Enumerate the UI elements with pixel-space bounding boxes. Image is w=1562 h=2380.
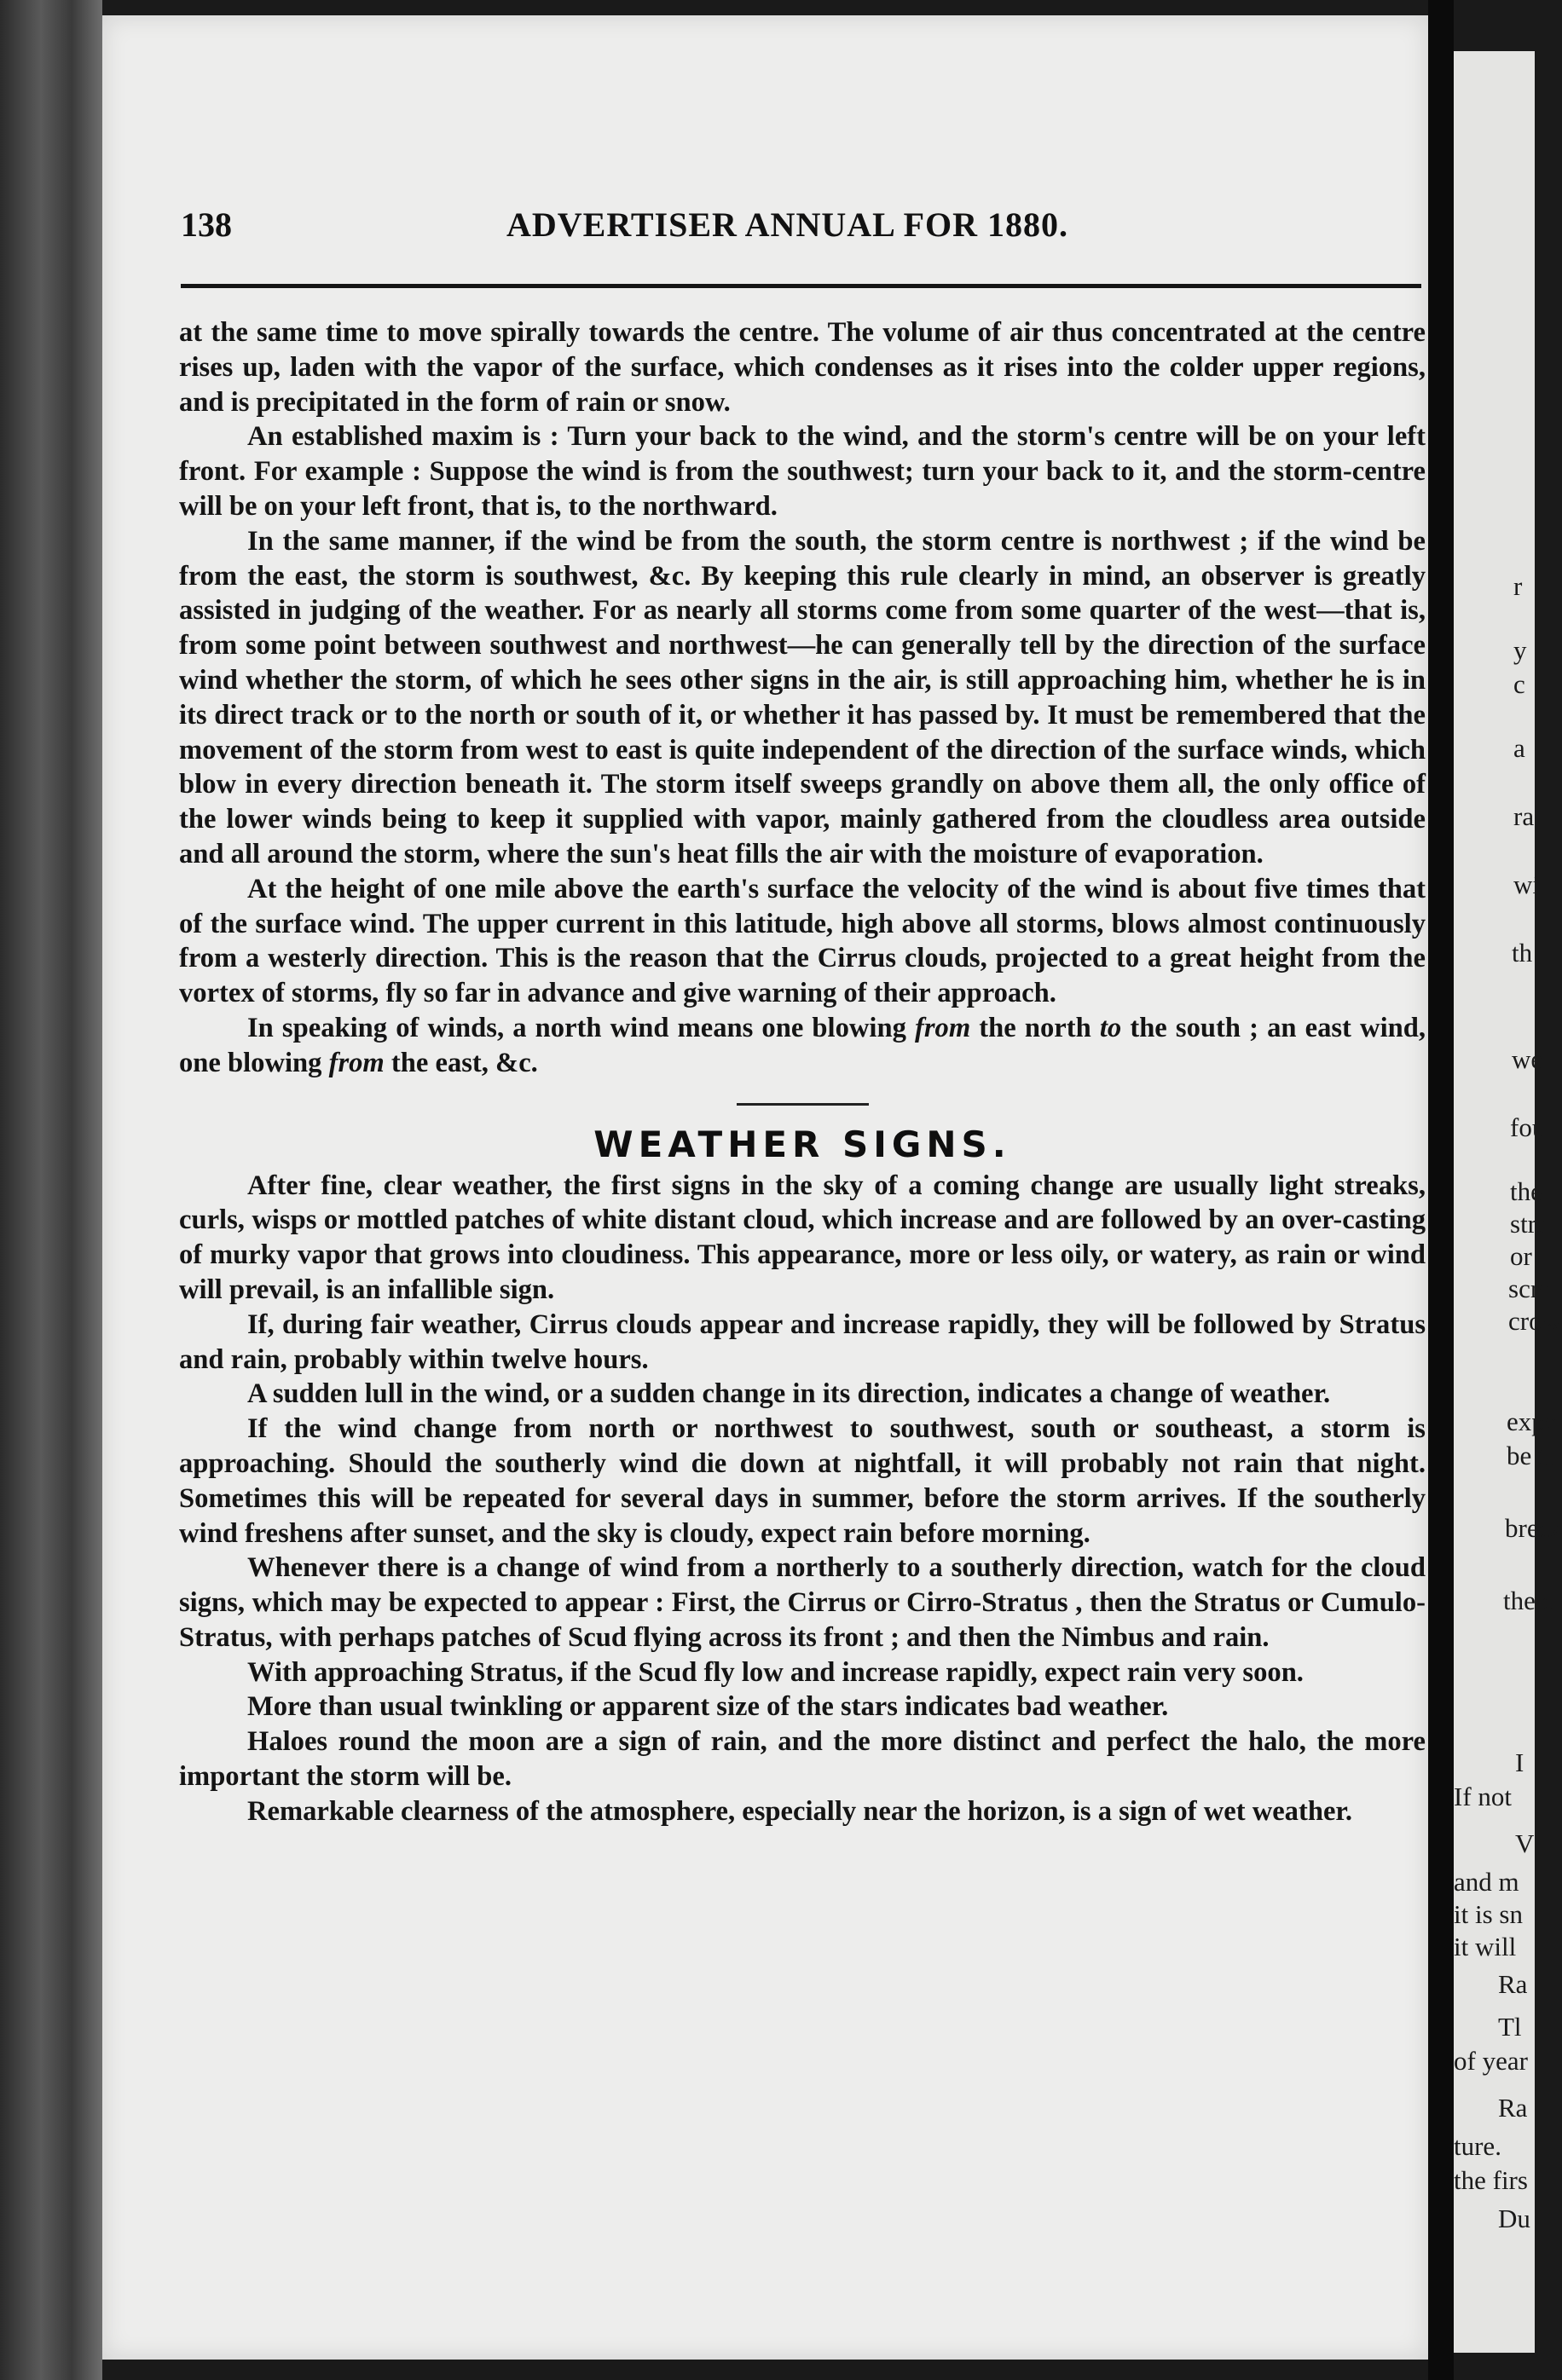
next-page-fragment: the: [1510, 1176, 1542, 1206]
weather-sign: If the wind change from north or northwest to southwest, south or southeast, a storm is approaching. Should the southerly wind die down at nightfall, it will probably not rain that night. Sometimes this will be repeated for several days in summer, before the storm arrives. If the southerly wind freshens after sunset, and the sky is cloudy, expect rain before morning.: [179, 1413, 1426, 1549]
paragraph: In the same manner, if the wind be from the south, the storm centre is northwest ; if the wind be from the east, the storm is southwest, &c. By keeping this rule clearly in mind, an observer is greatly assisted in judging of the weather. For as nearly all storms come from some quarter of the west—that is, from some point between southwest and northwest—he can generally tell by the direction of the surface wind whether the storm, of which he sees other signs in the air, is still approaching him, whether he is in its direct track or to the north or south of it, or whether it has passed by. It must be remembered that the movement of the storm from west to east is quite independent of the direction of the surface winds, which blow in every direction beneath it. The storm itself sweeps grandly on above them all, the only office of the lower winds being to keep it supplied with vapor, mainly gathered from the cloudless area outside and all around the storm, where the sun's heat fills the air with the moisture of evaporation.: [179, 525, 1426, 869]
next-page-fragment: breez: [1505, 1513, 1562, 1543]
next-page-fragment: Ra: [1498, 2093, 1528, 2123]
next-page-fragment: we: [1512, 1044, 1543, 1074]
next-page-fragment: the firs: [1454, 2165, 1528, 2195]
next-page-fragment: it will: [1454, 1932, 1517, 1961]
paragraph: at the same time to move spirally towards the centre. The volume of air thus concentrated at the centre rises up, laden with the vapor of the surface, which condenses as it rises into the colder upper regions, and is precipitated in the form of rain or snow.: [179, 317, 1426, 418]
section-divider: [737, 1103, 869, 1106]
next-page-fragment: c: [1513, 669, 1525, 699]
next-page-fragment: V: [1515, 1828, 1535, 1858]
next-page-fragment: of year: [1454, 2046, 1528, 2076]
weather-sign: More than usual twinkling or apparent size of the stars indicates bad weather.: [247, 1691, 1169, 1723]
next-page-fragment: expe: [1507, 1407, 1557, 1436]
next-page-fragment: crow: [1508, 1306, 1561, 1336]
next-page-fragment: Ra: [1498, 1969, 1528, 1999]
weather-sign: Remarkable clearness of the atmosphere, especially near the horizon, is a sign of wet weather.: [247, 1795, 1353, 1827]
next-page-fragment: it is sn: [1454, 1899, 1523, 1929]
next-page-fragment: y: [1513, 635, 1527, 665]
next-page-fragment: th: [1512, 938, 1533, 968]
page-gutter: [1428, 0, 1454, 2380]
next-page-fragment: ture.: [1454, 2131, 1501, 2161]
next-page-fragment: I: [1515, 1747, 1524, 1777]
page-number: 138: [181, 205, 232, 244]
next-page-fragment: be tl: [1507, 1441, 1553, 1470]
next-page-fragment: Tl: [1498, 2012, 1522, 2042]
paragraph: In speaking of winds, a north wind means one blowing from the north to the south ; an east wind, one blowing from the east, &c.: [179, 1012, 1426, 1078]
weather-sign: After fine, clear weather, the first signs in the sky of a coming change are usually light streaks, curls, wisps or mottled patches of white distant cloud, which increase and are followed by an over-casting of murky vapor that grows into cloudiness. This appearance, more or less oily, or watery, as rain or wind will prevail, is an infallible sign.: [179, 1170, 1426, 1305]
book-spine: [0, 0, 102, 2380]
running-title: ADVERTISER ANNUAL FOR 1880.: [506, 205, 1069, 244]
next-page-fragment: a: [1513, 733, 1525, 763]
next-page-fragment: wi: [1513, 869, 1540, 899]
weather-sign: If, during fair weather, Cirrus clouds appear and increase rapidly, they will be followed by Stratus and rain, probably within twelve hours.: [179, 1308, 1426, 1375]
weather-sign: With approaching Stratus, if the Scud fly low and increase rapidly, expect rain very soon.: [247, 1656, 1304, 1688]
next-page-fragment: stra: [1510, 1209, 1548, 1239]
next-page-fragment: Du: [1498, 2204, 1530, 2233]
article-body: [179, 315, 1426, 1829]
header-rule: [181, 284, 1421, 288]
adjacent-page: [1454, 51, 1562, 2353]
next-page-fragment: If not: [1454, 1782, 1513, 1811]
next-page-fragment: r: [1513, 571, 1523, 601]
paragraph: At the height of one mile above the earth's surface the velocity of the wind is about five times that of the surface wind. The upper current in this latitude, high above all storms, blows almost continuously from a westerly direction. This is the reason that the Cirrus clouds, projected to a great height from the vortex of storms, fly so far in advance and give warning of their approach.: [179, 873, 1426, 1009]
next-page-fragment: and m: [1454, 1867, 1519, 1897]
next-page-fragment: the d: [1503, 1586, 1556, 1615]
next-page-fragment: scre: [1508, 1274, 1551, 1303]
paragraph: An established maxim is : Turn your back to the wind, and the storm's centre will be on your left front. For example : Suppose the wind is from the southwest; turn your back to it, and the storm-centre will be on your left front, that is, to the northward.: [179, 421, 1426, 522]
weather-sign: A sudden lull in the wind, or a sudden change in its direction, indicates a change of weather.: [247, 1378, 1331, 1410]
section-title: WEATHER SIGNS.: [593, 1123, 1011, 1165]
next-page-fragment: or: [1510, 1241, 1532, 1271]
weather-sign: Whenever there is a change of wind from a northerly to a southerly direction, watch for the cloud signs, which may be expected to appear : First, the Cirrus or Cirro-Stratus , then the Stratus or Cumulo-Stratus, with perhaps patches of Scud flying across its front ; and then the Nimbus and rain.: [179, 1552, 1426, 1653]
next-page-fragment: ra: [1513, 801, 1535, 831]
weather-sign: Haloes round the moon are a sign of rain, and the more distinct and perfect the halo, the more important the storm will be.: [179, 1726, 1426, 1793]
next-page-fragment: fou: [1510, 1112, 1546, 1142]
